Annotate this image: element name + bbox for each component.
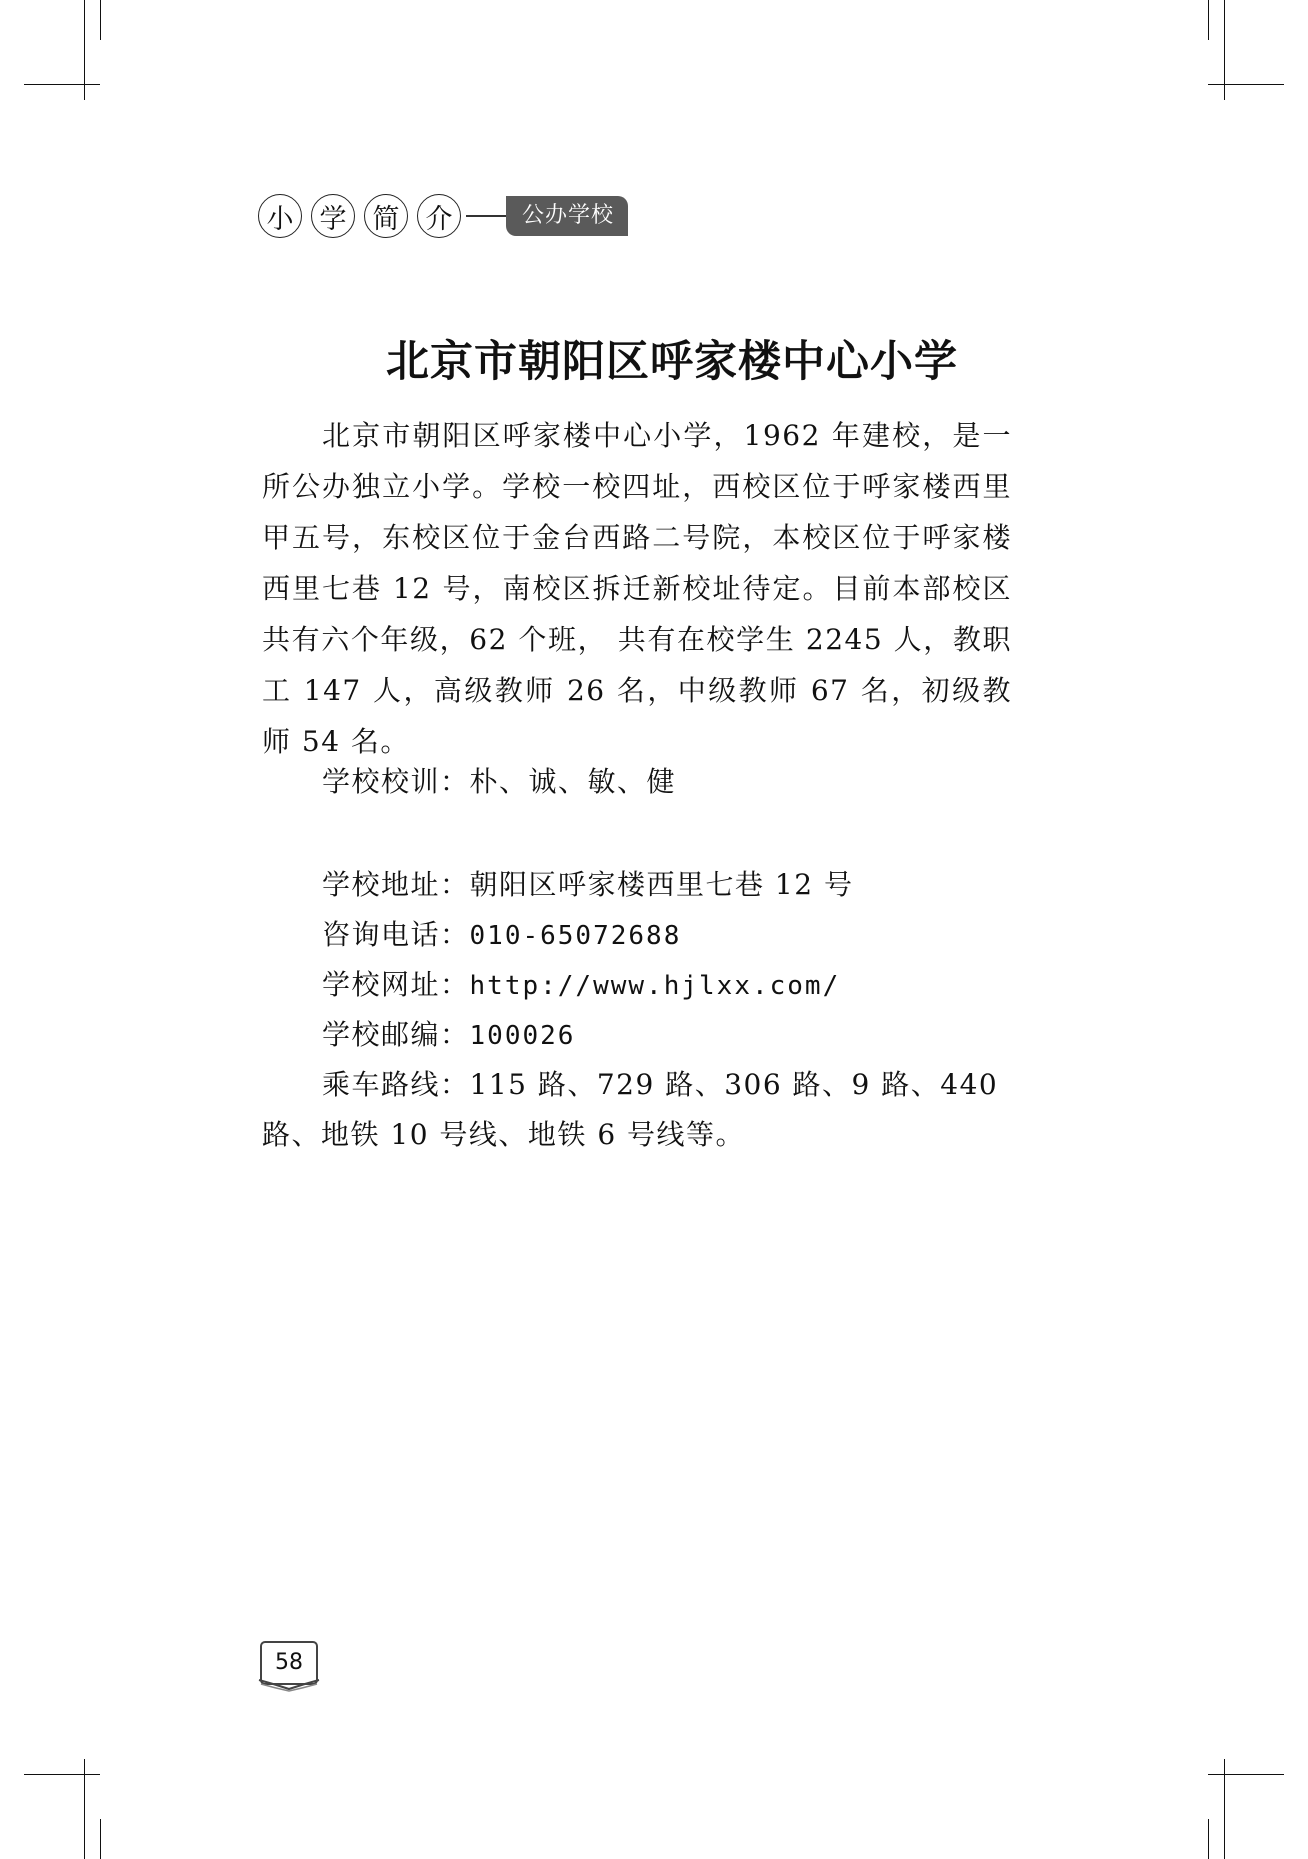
crop-mark: [1208, 1819, 1209, 1859]
page-number: 58: [275, 1650, 303, 1675]
zip-label: 学校邮编：: [322, 1018, 470, 1051]
phone-label: 咨询电话：: [322, 918, 470, 951]
address-value: 朝阳区呼家楼西里七巷 12 号: [469, 868, 854, 901]
header-circle-char: 介: [417, 194, 461, 238]
zip-row: [262, 1010, 1022, 1060]
crop-mark: [1208, 1774, 1284, 1775]
route-label: 乘车路线：: [322, 1068, 470, 1101]
header-category-tag: 公办学校: [506, 196, 628, 236]
phone-value: 010-65072688: [469, 921, 682, 951]
page-title: 北京市朝阳区呼家楼中心小学: [386, 337, 958, 387]
intro-paragraph: 北京市朝阳区呼家楼中心小学，1962 年建校，是一所公办独立小学。学校一校四址，西校区位于呼家楼西里甲五号，东校区位于金台西路二号院，本校区位于呼家楼西里七巷 12 号，南校区拆迁新校址待定。目前本部校区共有六个年级，62 个班， 共有在校学生 2245 人，教职工 147 人，高级教师 26 名，中级教师 67 名，初级教师 54 名。: [262, 419, 1012, 758]
website-value: http://www.hjlxx.com/: [469, 971, 841, 1001]
school-info: [262, 860, 1022, 1160]
zip-value: 100026: [469, 1021, 576, 1051]
header-circle-char: 简: [364, 194, 408, 238]
website-label: 学校网址：: [322, 968, 470, 1001]
crop-mark: [100, 0, 101, 40]
header-circle-char: 小: [258, 194, 302, 238]
crop-mark: [24, 84, 100, 85]
section-header: [258, 192, 628, 240]
website-row: [262, 960, 1022, 1010]
route-row: [262, 1060, 1022, 1160]
address-row: [262, 860, 1022, 910]
school-motto: 学校校训：朴、诚、敏、健: [322, 765, 677, 798]
crop-mark: [1224, 0, 1225, 100]
header-circle-char: 学: [311, 194, 355, 238]
address-label: 学校地址：: [322, 868, 470, 901]
crop-mark: [1208, 0, 1209, 40]
crop-mark: [100, 1819, 101, 1859]
crop-mark: [1208, 84, 1284, 85]
header-connector-line: [466, 215, 506, 217]
crop-mark: [24, 1774, 100, 1775]
page-number-badge: [258, 1640, 320, 1692]
route-value: 115 路、729 路、306 路、9 路、440 路、地铁 10 号线、地铁 6 号线等。: [262, 1068, 999, 1151]
phone-row: [262, 910, 1022, 960]
crop-mark: [84, 0, 85, 100]
